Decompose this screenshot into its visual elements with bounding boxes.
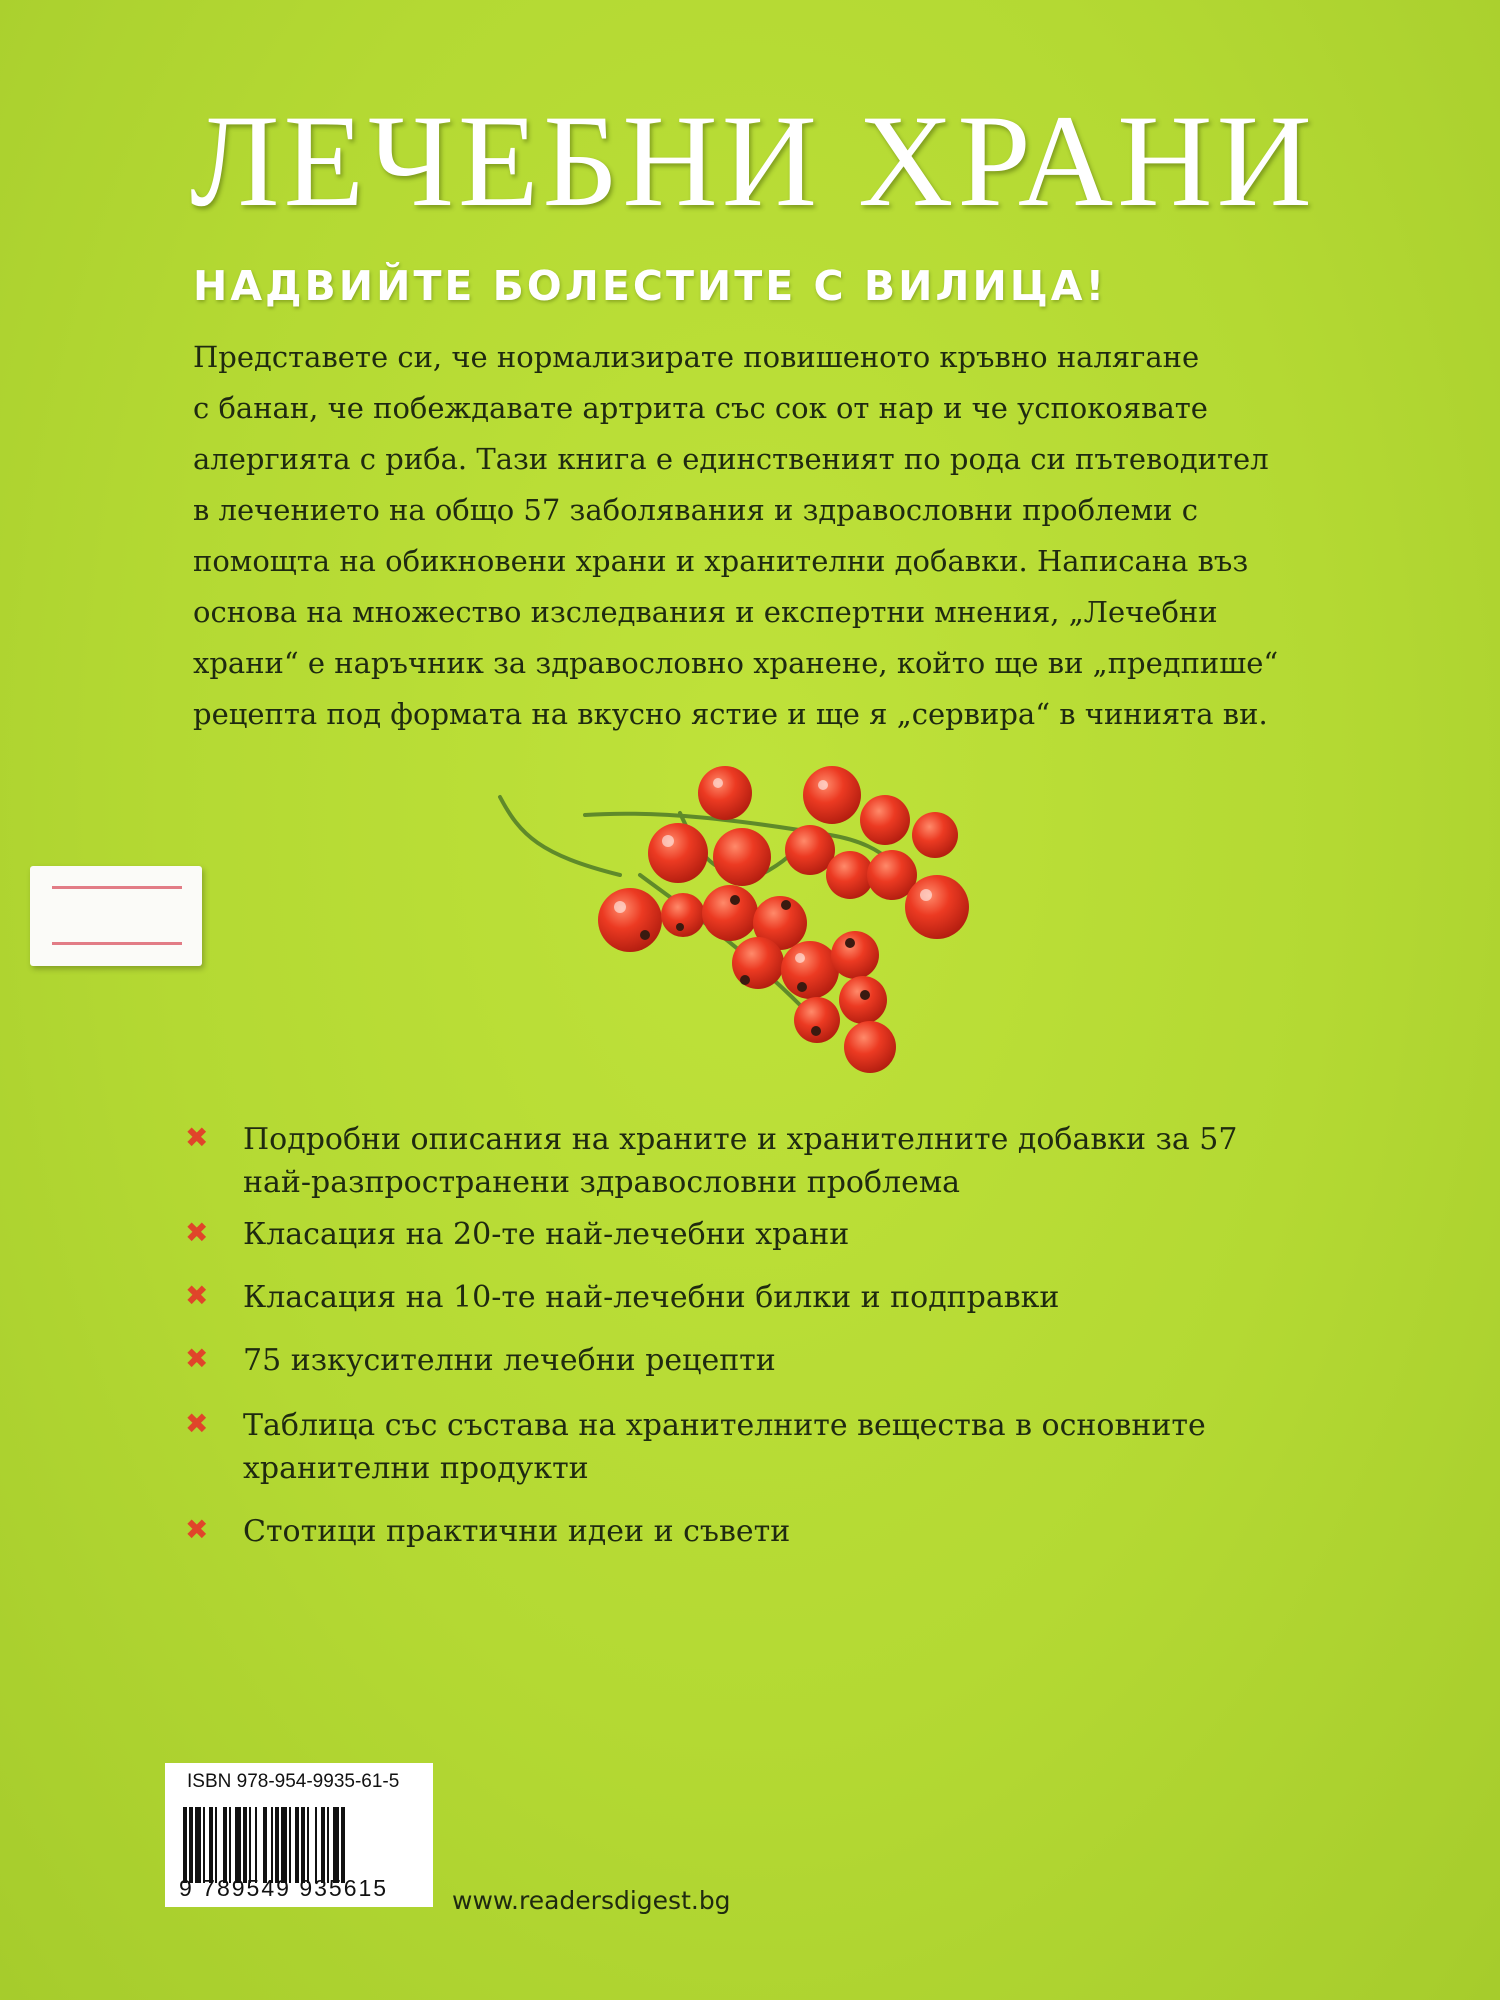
feature-item: [185, 1118, 1293, 1204]
publisher-website: www.readersdigest.bg: [452, 1886, 731, 1915]
bullet-x-icon: ✖: [185, 1407, 209, 1440]
feature-text: Класация на 10-те най-лечебни билки и подправки: [243, 1280, 1060, 1315]
feature-item: [185, 1339, 1385, 1382]
book-subtitle: НАДВИЙТЕ БОЛЕСТИТЕ С ВИЛИЦА!: [193, 262, 1108, 310]
bullet-x-icon: ✖: [185, 1216, 209, 1249]
price-sticker: [30, 866, 202, 966]
book-title: ЛЕЧЕБНИ ХРАНИ: [190, 87, 1316, 234]
blurb-line: храни“ е наръчник за здравословно хранене, който ще ви „предпише“: [193, 646, 1279, 680]
blurb-line: в лечението на общо 57 заболявания и здравословни проблеми с: [193, 493, 1198, 527]
blurb-line: рецепта под формата на вкусно ястие и ще я „сервира“ в чинията ви.: [193, 697, 1268, 731]
feature-item: [185, 1404, 1373, 1490]
redcurrant-image: [480, 755, 1000, 1095]
blurb-line: с банан, че побеждавате артрита със сок от нар и че успокоявате: [193, 391, 1208, 425]
feature-item: [185, 1213, 1385, 1256]
blurb-paragraph: [193, 332, 1403, 740]
bullet-x-icon: ✖: [185, 1342, 209, 1375]
blurb-line: Представете си, че нормализирате повишеното кръвно налягане: [193, 340, 1200, 374]
blurb-line: основа на множество изследвания и експертни мнения, „Лечебни: [193, 595, 1218, 629]
isbn-label: ISBN 978-954-9935-61-5: [187, 1771, 400, 1792]
feature-list: [185, 1118, 1385, 1553]
bullet-x-icon: ✖: [185, 1121, 209, 1154]
feature-text: 75 изкусителни лечебни рецепти: [243, 1343, 776, 1378]
feature-text: Класация на 20-те най-лечебни храни: [243, 1217, 850, 1252]
feature-item: [185, 1276, 1385, 1319]
barcode-digits: 9 789549 935615: [179, 1875, 389, 1901]
feature-text: Подробни описания на храните и хранителните добавки за 57 най-разпространени здравословни проблема: [243, 1122, 1238, 1200]
bullet-x-icon: ✖: [185, 1513, 209, 1546]
bullet-x-icon: ✖: [185, 1279, 209, 1312]
barcode-icon: [183, 1807, 413, 1883]
feature-text: Стотици практични идеи и съвети: [243, 1514, 791, 1549]
isbn-barcode: [165, 1763, 433, 1907]
feature-item: [185, 1510, 1385, 1553]
feature-text: Таблица със състава на хранителните вещества в основните хранителни продукти: [243, 1408, 1206, 1486]
blurb-line: алергията с риба. Тази книга е единственият по рода си пътеводител: [193, 442, 1269, 476]
sticker-line: [52, 886, 182, 889]
blurb-line: помощта на обикновени храни и хранителни добавки. Написана въз: [193, 544, 1249, 578]
sticker-line: [52, 942, 182, 945]
